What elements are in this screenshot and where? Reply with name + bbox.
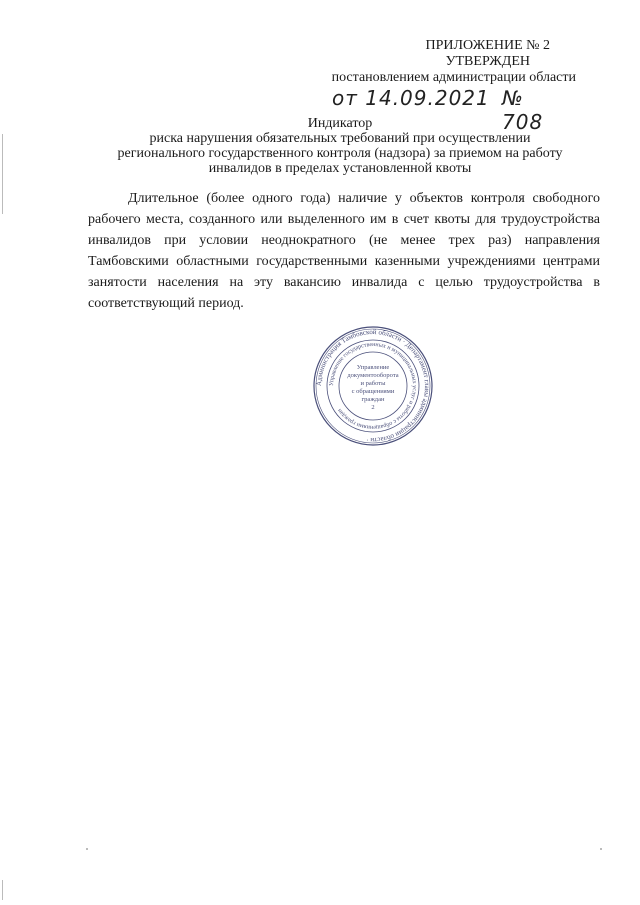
seal-center-line: документооборота [347,372,399,379]
approval-block [296,38,576,86]
seal-inner-text: Управление государственных и муниципальных услуг и работы с обращениями граждан [328,341,418,431]
seal-center-line: Управление [356,364,390,371]
indicator-paragraph: Длительное (более одного года) наличие у объектов контроля свободного рабочего места, созданного или выделенного им в счет квоты для трудоустройства инвалидов при условии неоднократного (не менее трех раз) направления Тамбовскими областными государственными казенными учреждениями центрами занятости населения на эту вакансию инвалида с целью трудоустройства в соответствующий период. [88,191,600,311]
title-line-2: риска нарушения обязательных требований при осуществлении [149,131,531,146]
title-line-1: Индикатор [307,116,373,131]
resolution-label: постановлением администрации области [331,70,576,85]
seal-center-line: 2 [371,404,375,411]
seal-center-line: граждан [361,396,385,403]
handwritten-number: № 708 [502,86,544,134]
official-seal-icon [312,325,434,447]
scan-dot-mark [86,848,88,850]
scan-edge-mark [2,880,3,900]
handwritten-date: от 14.09.2021 [332,86,490,110]
approved-label: УТВЕРЖДЕН [445,54,530,69]
appendix-label: ПРИЛОЖЕНИЕ № 2 [425,38,550,53]
seal-center-line: с обращениями [351,388,395,395]
scan-edge-mark [2,134,3,214]
title-line-3: регионального государственного контроля (надзора) за приемом на работу [117,146,563,161]
seal-outer-text: Администрация Тамбовской области · Департамент главы администрации области · [314,327,432,445]
seal-center-line: и работы [360,380,386,387]
document-title [80,116,600,176]
scan-dot-mark [600,848,602,850]
title-line-4: инвалидов в пределах установленной квоты [208,161,472,176]
